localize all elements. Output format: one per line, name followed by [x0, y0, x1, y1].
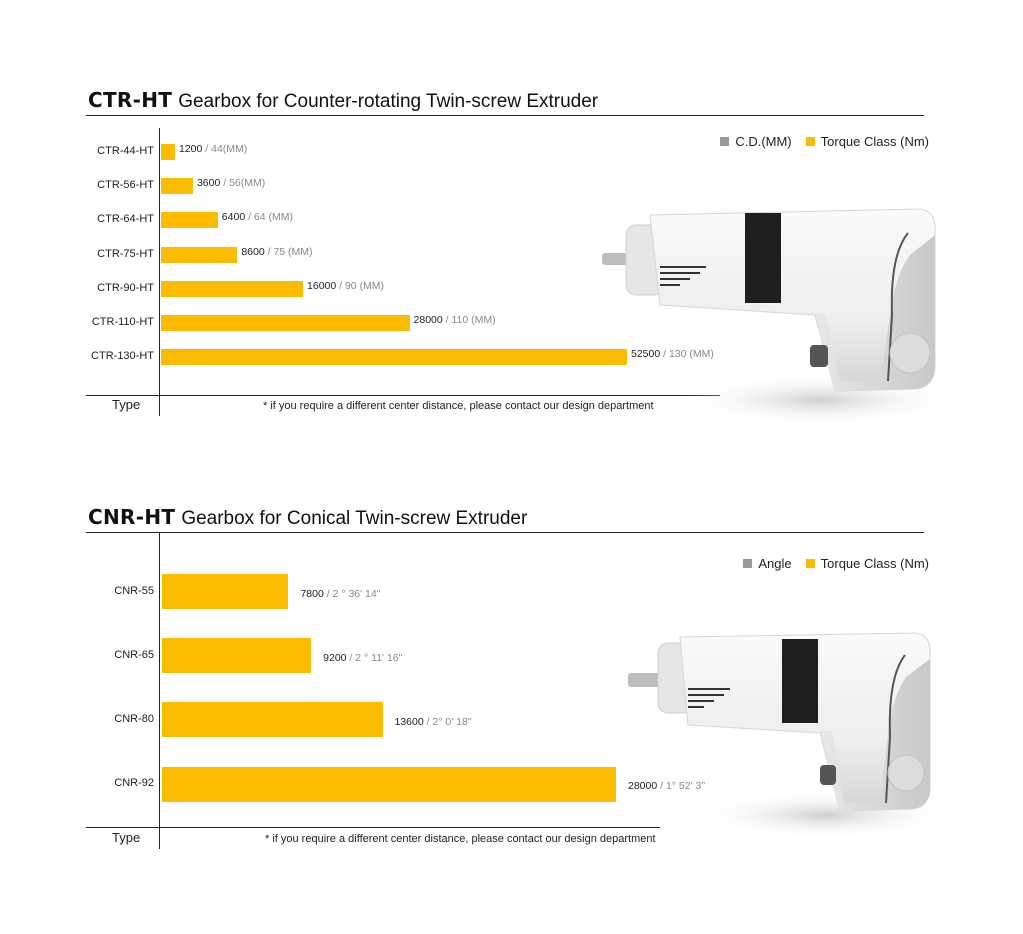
cnr-ht-legend [729, 556, 929, 571]
secondary-value: / 1° 52' 3" [657, 780, 706, 793]
category-label: CNR-65 [114, 648, 154, 661]
torque-bar [162, 702, 383, 737]
value-label [241, 246, 312, 258]
torque-value: 16000 [307, 279, 337, 292]
torque-bar [161, 178, 193, 194]
ctr-ht-title [88, 88, 598, 113]
secondary-value: / 2 ° 11' 16" [346, 651, 403, 664]
category-label: CNR-55 [114, 584, 154, 597]
legend-label: Angle [758, 556, 792, 571]
torque-bar [162, 574, 288, 609]
legend-label: Torque Class (Nm) [820, 556, 929, 571]
ctr-ht-title-code: CTR-HT [88, 88, 173, 112]
ctr-ht-top-rule [86, 115, 924, 116]
torque-value: 1200 [179, 143, 203, 155]
yellow-square-icon [806, 137, 815, 146]
value-label [323, 652, 402, 664]
value-label [307, 280, 384, 292]
legend-label: C.D.(MM) [735, 134, 792, 149]
ctr-ht-y-axis [159, 128, 160, 416]
category-label: CTR-110-HT [91, 316, 154, 328]
category-label: CNR-80 [114, 712, 154, 725]
cnr-ht-title-text: Gearbox for Conical Twin-screw Extruder [181, 508, 528, 529]
cnr-ht-bottom-rule [86, 827, 660, 828]
category-label: CTR-130-HT [91, 350, 154, 363]
category-label: CTR-64-HT [97, 213, 154, 226]
secondary-value: / 56(MM) [220, 177, 266, 190]
category-label: CTR-56-HT [97, 179, 154, 192]
torque-value: 28000 [413, 314, 443, 326]
category-label: CTR-75-HT [97, 247, 154, 260]
legend-item-angle [743, 556, 791, 571]
category-label: CTR-44-HT [97, 145, 154, 157]
torque-value: 8600 [241, 245, 265, 258]
category-label: CNR-92 [114, 777, 154, 790]
gray-square-icon [720, 137, 729, 146]
ctr-ht-title-text: Gearbox for Counter-rotating Twin-screw Extruder [178, 91, 599, 112]
cnr-ht-top-rule [86, 532, 924, 533]
legend-item-torque [806, 556, 929, 571]
value-label [300, 588, 380, 600]
secondary-value: / 130 (MM) [660, 348, 714, 361]
yellow-square-icon [806, 559, 815, 568]
torque-value: 7800 [300, 587, 324, 600]
torque-value: 9200 [323, 651, 347, 664]
secondary-value: / 75 (MM) [264, 245, 313, 258]
torque-value: 6400 [221, 211, 246, 224]
secondary-value: / 2° 0' 18" [423, 715, 472, 728]
gearbox-product-image [600, 625, 950, 850]
torque-bar [162, 767, 616, 802]
legend-item-torque [806, 134, 929, 149]
torque-bar [161, 281, 303, 297]
torque-bar [161, 212, 218, 228]
cnr-ht-title-code: CNR-HT [88, 505, 176, 529]
cnr-ht-title [88, 505, 527, 530]
secondary-value: / 44(MM) [202, 143, 248, 155]
torque-value: 13600 [394, 715, 424, 728]
cnr-ht-type-label: Type [112, 830, 141, 845]
torque-value: 3600 [196, 177, 221, 190]
category-label: CTR-90-HT [97, 281, 154, 294]
secondary-value: / 64 (MM) [245, 211, 293, 224]
gearbox-product-image [590, 195, 950, 445]
ctr-ht-legend [706, 134, 929, 149]
secondary-value: / 110 (MM) [442, 314, 496, 326]
torque-bar [161, 247, 237, 263]
torque-bar [162, 638, 311, 673]
legend-item-cd [720, 134, 791, 149]
cnr-ht-note: * if you require a different center distance, please contact our design department [265, 833, 656, 845]
ctr-ht-note: * if you require a different center distance, please contact our design department [263, 400, 654, 412]
cnr-ht-y-axis [159, 533, 160, 849]
value-label [197, 177, 265, 189]
value-label [414, 314, 496, 326]
torque-value: 28000 [628, 780, 658, 793]
torque-value: 52500 [631, 348, 661, 361]
ctr-ht-type-label: Type [112, 397, 141, 412]
torque-bar [161, 349, 627, 365]
value-label [179, 143, 247, 155]
torque-bar [161, 144, 175, 160]
gray-square-icon [743, 559, 752, 568]
value-label [222, 211, 293, 223]
secondary-value: / 2 ° 36' 14" [323, 587, 381, 600]
torque-bar [161, 315, 410, 331]
value-label [395, 716, 472, 728]
secondary-value: / 90 (MM) [336, 279, 385, 292]
legend-label: Torque Class (Nm) [820, 134, 929, 149]
